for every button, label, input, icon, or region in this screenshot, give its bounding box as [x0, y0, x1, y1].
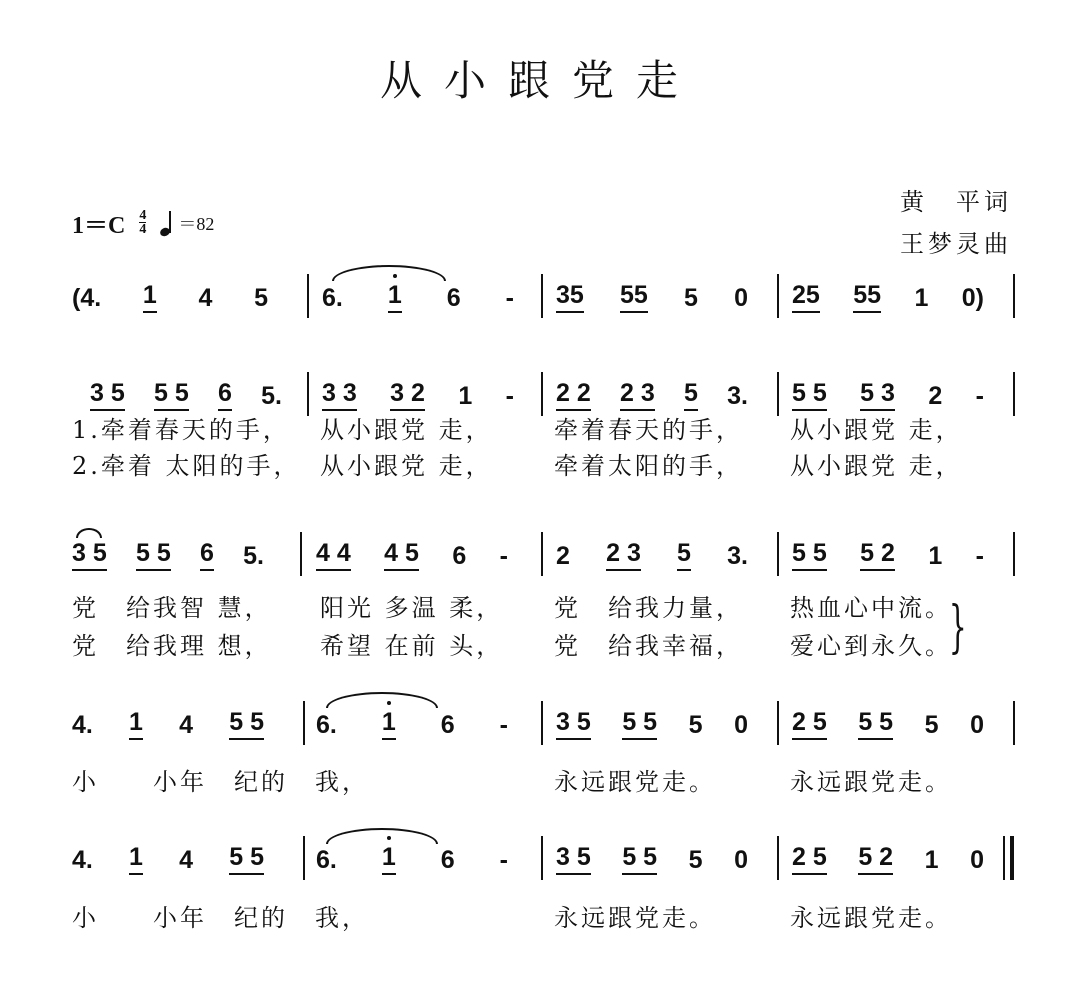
note-text: 4.: [72, 846, 93, 874]
note-text: 2 5: [792, 708, 827, 736]
note: [689, 710, 703, 740]
measure: [316, 538, 508, 571]
lyric-segment: 2.牵着 太阳的手，: [72, 452, 301, 480]
note: [792, 538, 827, 571]
note: [200, 538, 214, 571]
slur: [326, 828, 438, 844]
bar-line: [777, 372, 779, 416]
bar-line: [777, 836, 779, 880]
note-text: 55: [620, 281, 648, 309]
note: [684, 283, 698, 313]
note: [976, 381, 984, 411]
note-text: 5: [688, 711, 703, 739]
final-bar-line-thin: [1003, 836, 1005, 880]
bar-line: [1013, 532, 1015, 576]
time-top: 4: [139, 208, 147, 223]
note: [243, 541, 264, 571]
note: [858, 842, 893, 875]
note: [129, 842, 143, 875]
note: [792, 842, 827, 875]
lyric-segment: 永远跟党走。: [790, 768, 952, 796]
note-text: 1: [458, 382, 473, 410]
note-text: 25: [792, 281, 820, 309]
measure: [316, 842, 508, 875]
note-text: 6.: [322, 284, 343, 312]
bar-line: [300, 532, 302, 576]
note: [390, 378, 425, 411]
note-text: 0: [734, 711, 748, 739]
note-text: 2: [928, 382, 943, 410]
note: [620, 378, 655, 411]
note: [556, 280, 584, 313]
bar-line: [303, 836, 305, 880]
note-text: -: [975, 542, 984, 570]
note-text: 0): [961, 284, 984, 312]
measure: [792, 842, 984, 875]
note-text: 5 2: [858, 843, 894, 871]
lyric-segment: 党 给我幸福，: [554, 632, 743, 660]
note-text: 2 2: [556, 379, 591, 407]
note-text: 5: [254, 284, 268, 312]
note: [500, 710, 508, 740]
note: [441, 710, 455, 740]
note: [970, 710, 984, 740]
note-text: 0: [970, 846, 984, 874]
note-text: 3 5: [556, 708, 591, 736]
note: [316, 845, 337, 875]
lyric-segment: 从小跟党 走，: [320, 416, 493, 444]
measure: [322, 280, 514, 313]
lyricist-credit: 黄 平词: [900, 188, 1012, 216]
lyric-segment: 小 小年 纪的 我，: [72, 904, 369, 932]
note-text: 6: [218, 379, 232, 407]
note: [792, 378, 827, 411]
note-text: 6: [440, 711, 455, 739]
lyric-segment: 热血心中流。: [790, 594, 952, 622]
note: [734, 845, 748, 875]
note: [154, 378, 189, 411]
song-title: 从小跟党走: [379, 56, 700, 105]
note: [556, 378, 591, 411]
note-text: 55: [853, 281, 882, 309]
note: [622, 842, 657, 875]
note: [218, 378, 232, 411]
note-text: 1: [129, 843, 143, 871]
note-text: 6: [446, 284, 461, 312]
note-text: 1: [142, 281, 157, 309]
measure: [792, 280, 984, 313]
note-text: -: [505, 382, 514, 410]
note: [316, 538, 351, 571]
note: [556, 541, 570, 571]
composer-credit: 王梦灵曲: [900, 230, 1012, 258]
slur: [76, 528, 102, 538]
note-text: 3.: [727, 382, 748, 410]
note: [925, 710, 939, 740]
note-text: 2 5: [792, 843, 827, 871]
note: [970, 845, 984, 875]
note: [90, 378, 125, 411]
final-bar-line-thick: [1010, 836, 1014, 880]
measure: [556, 538, 748, 571]
measure: [316, 707, 508, 740]
note-text: (4.: [72, 284, 102, 312]
note: [858, 707, 893, 740]
note: [734, 283, 748, 313]
lyric-segment: 牵着太阳的手，: [554, 452, 743, 480]
measure: [322, 378, 514, 411]
note-text: 6: [440, 846, 455, 874]
note-text: 0: [970, 711, 984, 739]
key-signature: [72, 205, 214, 240]
measure: [90, 378, 282, 411]
note: [452, 541, 466, 571]
measure: [792, 378, 984, 411]
measure: [72, 842, 264, 875]
note-text: 5: [688, 846, 703, 874]
bar-line: [541, 274, 543, 318]
note: [229, 707, 264, 740]
lyric-segment: 1.牵着春天的手，: [72, 416, 290, 444]
note: [684, 378, 698, 411]
note-text: 5 5: [622, 708, 658, 736]
note-text: 2 3: [606, 539, 641, 567]
note: [382, 707, 396, 740]
measure: [72, 280, 268, 313]
note-text: 5 5: [858, 708, 894, 736]
note-text: 1: [129, 708, 143, 736]
note-text: 1: [381, 843, 396, 871]
note: [322, 283, 343, 313]
note-text: 5 5: [136, 539, 171, 567]
note-text: 3.: [727, 542, 748, 570]
measure: [792, 538, 984, 571]
note: [500, 541, 508, 571]
note: [129, 707, 143, 740]
note: [316, 710, 337, 740]
note-text: 4: [198, 284, 213, 312]
tempo-label: ＝82: [178, 213, 215, 234]
note-text: 2 3: [620, 379, 655, 407]
note-text: -: [975, 382, 984, 410]
note: [792, 707, 827, 740]
lyric-segment: 小 小年 纪的 我，: [72, 768, 369, 796]
bar-line: [1013, 701, 1015, 745]
note-text: 0: [734, 846, 748, 874]
note-text: -: [499, 846, 508, 874]
time-signature: [139, 209, 146, 236]
time-bottom: 4: [139, 222, 147, 237]
bar-line: [541, 836, 543, 880]
lyric-segment: 永远跟党走。: [554, 768, 716, 796]
measure: [556, 842, 748, 875]
note-text: 6.: [316, 846, 337, 874]
note: [928, 541, 942, 571]
note-text: -: [499, 711, 508, 739]
lyric-segment: 党 给我力量，: [554, 594, 743, 622]
measure: [792, 707, 984, 740]
lyric-segment: 党 给我理 想，: [72, 632, 272, 660]
note: [458, 381, 472, 411]
bar-line: [307, 372, 309, 416]
note: [727, 541, 748, 571]
note-text: 1: [387, 281, 402, 309]
note: [254, 283, 268, 313]
note-text: 6: [200, 539, 214, 567]
note-text: 5.: [261, 382, 282, 410]
note-text: 3 2: [390, 379, 425, 407]
brace: }: [948, 595, 967, 660]
note: [677, 538, 691, 571]
note-text: 5 5: [229, 708, 264, 736]
note: [556, 842, 591, 875]
note-text: 4: [179, 711, 194, 739]
note: [447, 283, 461, 313]
bar-line: [1013, 274, 1015, 318]
note-text: 5 5: [622, 843, 658, 871]
note: [622, 707, 657, 740]
bar-line: [307, 274, 309, 318]
note: [500, 845, 508, 875]
note-text: 3 5: [90, 379, 125, 407]
bar-line: [541, 372, 543, 416]
note: [606, 538, 641, 571]
note-text: 5 3: [860, 379, 895, 407]
note-text: 4.: [72, 711, 93, 739]
note-text: -: [499, 542, 508, 570]
note: [229, 842, 264, 875]
measure: [72, 707, 264, 740]
note: [792, 280, 820, 313]
note: [179, 710, 193, 740]
lyric-segment: 爱心到永久。: [790, 632, 952, 660]
note-text: 5 2: [860, 539, 895, 567]
note-text: 5: [684, 379, 698, 407]
slur: [332, 265, 446, 281]
measure: [72, 538, 264, 571]
note-text: 5: [677, 539, 691, 567]
note: [620, 280, 648, 313]
bar-line: [303, 701, 305, 745]
notation-system: [0, 280, 1080, 320]
note-text: 1: [928, 542, 943, 570]
lyric-segment: 从小跟党 走，: [790, 452, 963, 480]
note-text: 5 5: [154, 379, 189, 407]
measure: [556, 280, 748, 313]
note: [143, 280, 157, 313]
bar-line: [541, 701, 543, 745]
lyric-segment: 牵着春天的手，: [554, 416, 743, 444]
lyric-segment: 希望 在前 头，: [320, 632, 504, 660]
note: [925, 845, 939, 875]
note: [860, 538, 895, 571]
note: [860, 378, 895, 411]
note-text: 2: [556, 542, 570, 570]
bar-line: [541, 532, 543, 576]
note: [506, 283, 514, 313]
note: [384, 538, 419, 571]
note-text: 5.: [243, 542, 264, 570]
note-text: 4 4: [316, 539, 351, 567]
note: [136, 538, 171, 571]
note-text: 5: [684, 284, 698, 312]
note-text: 35: [556, 281, 584, 309]
note: [506, 381, 514, 411]
bar-line: [777, 274, 779, 318]
note-text: 5: [924, 711, 939, 739]
note-text: 3 5: [72, 539, 107, 567]
notation-system: [0, 707, 1080, 747]
note-text: 3 3: [322, 379, 357, 407]
note: [388, 280, 402, 313]
lyric-segment: 从小跟党 走，: [320, 452, 493, 480]
note: [261, 381, 282, 411]
quarter-note-icon: [160, 210, 172, 236]
note: [441, 845, 455, 875]
note-text: 1: [924, 846, 939, 874]
note-text: 3 5: [556, 843, 591, 871]
note-text: 4: [179, 846, 194, 874]
note: [72, 538, 107, 571]
note-text: 0: [734, 284, 748, 312]
measure: [556, 378, 748, 411]
slur: [326, 692, 438, 708]
note: [853, 280, 881, 313]
note: [556, 707, 591, 740]
key-label: 1＝C: [72, 213, 126, 239]
note-text: 5 5: [229, 843, 264, 871]
measure: [556, 707, 748, 740]
note-text: 1: [381, 708, 396, 736]
note: [914, 283, 928, 313]
note: [976, 541, 984, 571]
note: [72, 283, 101, 313]
note: [322, 378, 357, 411]
note-text: 4 5: [384, 539, 419, 567]
note: [734, 710, 748, 740]
note: [198, 283, 212, 313]
note: [382, 842, 396, 875]
note-text: 6: [452, 542, 467, 570]
notation-system: [0, 842, 1080, 882]
lyric-segment: 永远跟党走。: [790, 904, 952, 932]
note: [689, 845, 703, 875]
note: [928, 381, 942, 411]
notation-system: [0, 538, 1080, 578]
lyric-segment: 从小跟党 走，: [790, 416, 963, 444]
note-text: -: [505, 284, 514, 312]
note: [72, 845, 93, 875]
note: [179, 845, 193, 875]
note: [727, 381, 748, 411]
note-text: 6.: [316, 711, 337, 739]
note-text: 1: [914, 284, 929, 312]
bar-line: [777, 701, 779, 745]
lyric-segment: 党 给我智 慧，: [72, 594, 272, 622]
lyric-segment: 永远跟党走。: [554, 904, 716, 932]
note-text: 5 5: [792, 379, 827, 407]
note: [962, 283, 984, 313]
lyric-segment: 阳光 多温 柔，: [320, 594, 504, 622]
bar-line: [1013, 372, 1015, 416]
bar-line: [777, 532, 779, 576]
note-text: 5 5: [792, 539, 827, 567]
note: [72, 710, 93, 740]
